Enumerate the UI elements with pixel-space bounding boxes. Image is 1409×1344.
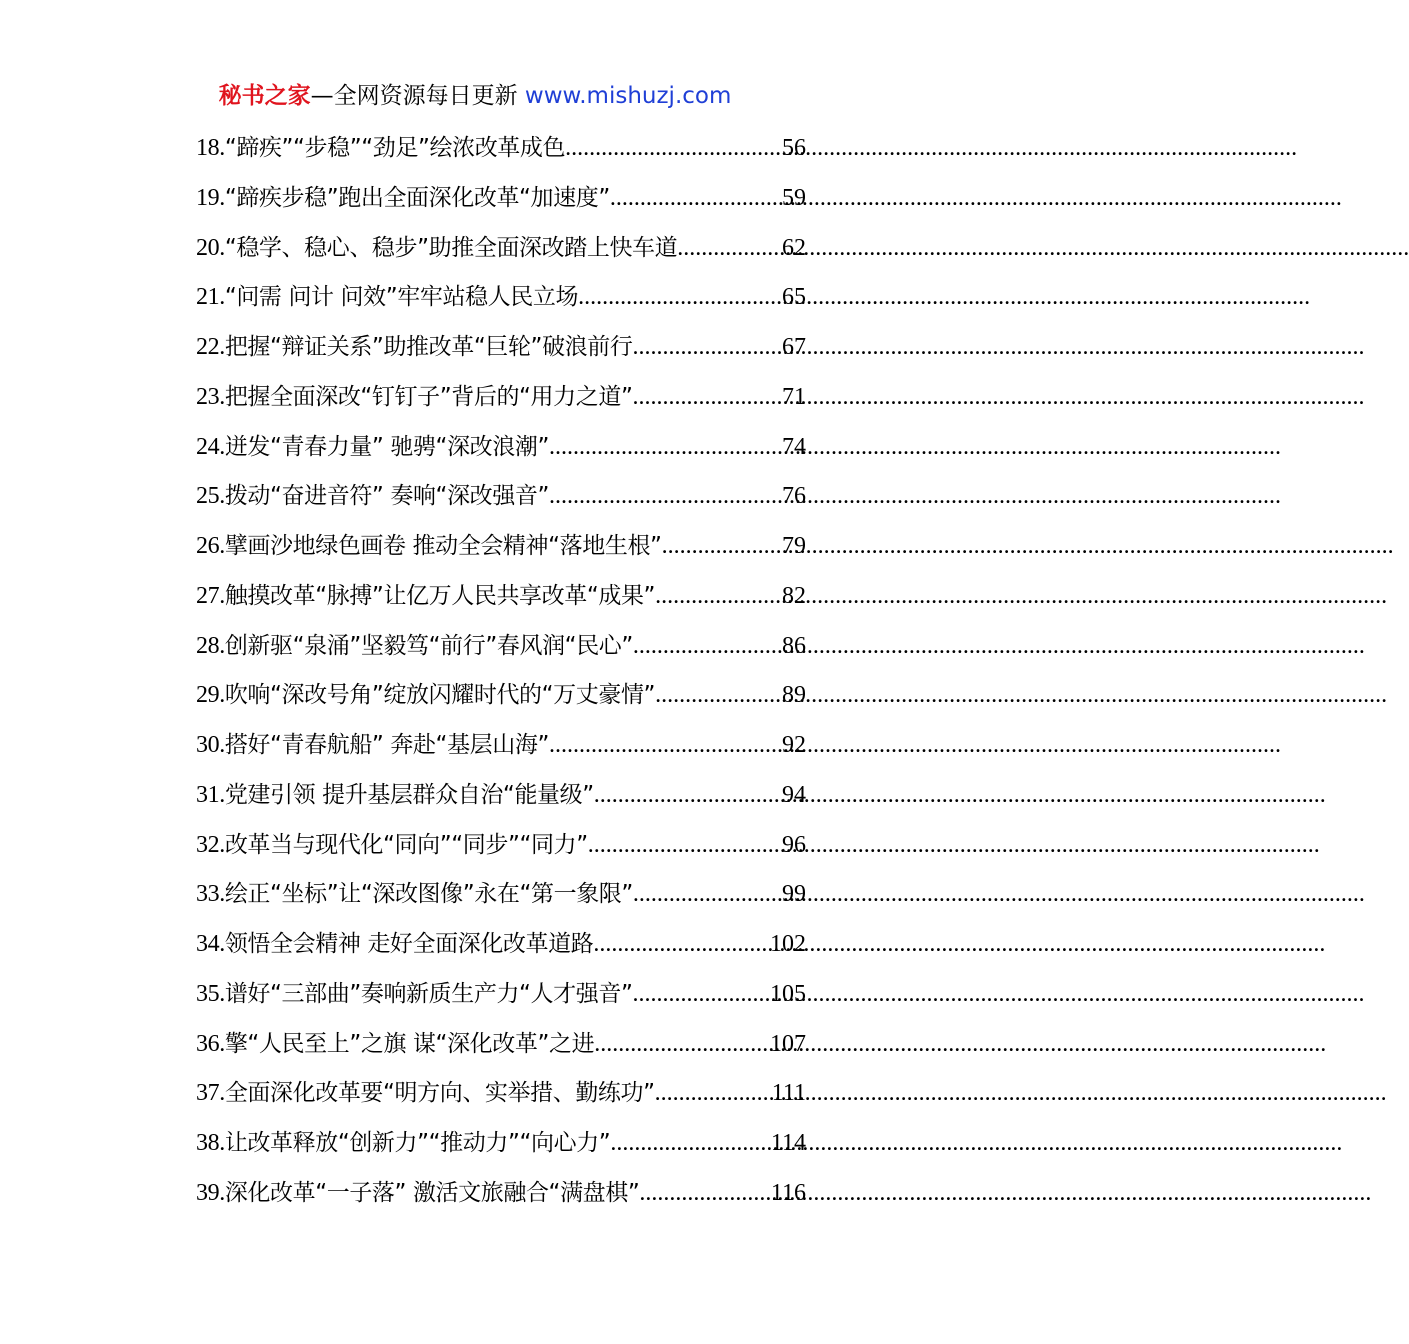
toc-entry-text: 把握“辩证关系”助推改革“巨轮”破浪前行 (224, 334, 633, 360)
toc-entry-page-number: 99 (782, 881, 806, 908)
table-of-contents (196, 124, 806, 1219)
toc-entry-leader-dots (588, 821, 782, 871)
toc-entry-leader-dots (639, 1169, 771, 1219)
toc-entry-title (196, 671, 655, 721)
toc-entry-number: 39. (196, 1179, 225, 1206)
toc-entry-number: 34. (196, 931, 225, 957)
toc-entry-leader-dots (593, 920, 770, 970)
toc-entry-title (196, 373, 632, 423)
toc-entry-number: 19. (196, 184, 225, 211)
toc-entry-leader-dots (549, 423, 782, 473)
toc-entry-text: 创新驱“泉涌”坚毅笃“前行”春风润“民心” (224, 632, 633, 659)
toc-entry[interactable] (196, 771, 806, 821)
toc-entry-text: 擘画沙地绿色画卷 推动全会精神“落地生根” (224, 533, 662, 559)
toc-entry-leader-dots (549, 721, 782, 771)
toc-entry[interactable] (196, 522, 806, 572)
toc-entry-page-number: 94 (782, 781, 806, 808)
toc-entry-page-number: 76 (782, 483, 806, 510)
toc-entry-number: 28. (196, 632, 225, 659)
toc-entry-title (196, 572, 655, 622)
toc-entry-page-number: 105 (770, 980, 806, 1007)
toc-entry-text: “问需 问计 问效”牢牢站稳人民立场 (224, 284, 579, 311)
toc-entry-number: 25. (196, 483, 225, 510)
toc-entry-number: 23. (196, 383, 225, 410)
site-brand: 秘书之家 (218, 83, 311, 109)
toc-entry-leader-dots (610, 174, 782, 224)
toc-entry[interactable] (196, 721, 806, 771)
toc-entry[interactable] (196, 572, 806, 622)
toc-entry-number: 27. (196, 582, 225, 609)
toc-entry-text: “稳学、稳心、稳步”助推全面深改踏上快车道 (224, 234, 678, 261)
toc-entry-leader-dots (655, 1069, 772, 1119)
toc-entry-leader-dots (677, 224, 782, 274)
toc-entry-number: 30. (196, 732, 225, 758)
toc-entry-leader-dots (610, 1119, 771, 1169)
toc-entry-text: 谱好“三部曲”奏响新质生产力“人才强音” (224, 980, 633, 1007)
toc-entry[interactable] (196, 472, 806, 522)
toc-entry[interactable] (196, 1069, 806, 1119)
toc-entry-leader-dots (549, 472, 782, 522)
toc-entry-number: 33. (196, 881, 225, 908)
toc-entry-number: 35. (196, 980, 225, 1007)
toc-entry-title (196, 522, 662, 572)
toc-entry-number: 37. (196, 1080, 225, 1107)
toc-entry-text: “蹄疾步稳”跑出全面深化改革“加速度” (224, 184, 610, 211)
toc-entry-page-number: 62 (782, 234, 806, 261)
toc-entry-number: 32. (196, 831, 225, 858)
toc-entry-title (196, 273, 578, 323)
toc-entry-title (196, 224, 677, 274)
toc-entry-page-number: 96 (782, 831, 806, 858)
toc-entry-page-number: 116 (770, 1179, 806, 1206)
toc-entry-number: 21. (196, 284, 225, 311)
toc-entry-page-number: 114 (770, 1130, 806, 1156)
toc-entry-number: 24. (196, 433, 225, 460)
toc-entry-leader-dots (633, 622, 782, 672)
toc-entry-title (196, 771, 594, 821)
toc-entry-title (196, 920, 593, 970)
toc-entry-leader-dots (578, 273, 782, 323)
toc-entry-number: 26. (196, 533, 225, 559)
toc-entry-text: 吹响“深改号角”绽放闪耀时代的“万丈豪情” (224, 682, 656, 709)
toc-entry[interactable] (196, 920, 806, 970)
toc-entry-title (196, 622, 633, 672)
toc-entry-text: 领悟全会精神 走好全面深化改革道路 (224, 931, 594, 957)
toc-entry-title (196, 174, 610, 224)
toc-entry-leader-dots (655, 572, 782, 622)
toc-entry[interactable] (196, 224, 806, 274)
page-header (0, 80, 950, 112)
toc-entry-text: 党建引领 提升基层群众自治“能量级” (224, 781, 594, 808)
toc-entry-leader-dots (565, 124, 782, 174)
site-slogan: —全网资源每日更新 (310, 83, 518, 109)
toc-entry-leader-dots (594, 1020, 770, 1070)
toc-entry[interactable] (196, 373, 806, 423)
toc-entry-title (196, 721, 549, 771)
toc-entry-text: 触摸改革“脉搏”让亿万人民共享改革“成果” (224, 582, 656, 609)
toc-entry-title (196, 1169, 639, 1219)
toc-entry-title (196, 1020, 594, 1070)
toc-entry-title (196, 323, 632, 373)
toc-entry-text: 拨动“奋进音符” 奏响“深改强音” (224, 483, 549, 510)
toc-entry-text: 把握全面深改“钉钉子”背后的“用力之道” (224, 383, 633, 410)
toc-entry-text: 绘正“坐标”让“深改图像”永在“第一象限” (224, 881, 633, 908)
toc-entry-text: 搭好“青春航船” 奔赴“基层山海” (224, 732, 549, 758)
toc-entry-page-number: 71 (782, 383, 806, 410)
toc-entry[interactable] (196, 671, 806, 721)
site-url-link[interactable]: www.mishuzj.com (524, 83, 732, 109)
toc-entry-page-number: 59 (782, 184, 806, 211)
toc-entry-text: 全面深化改革要“明方向、实举措、勤练功” (224, 1080, 655, 1107)
toc-entry-title (196, 821, 588, 871)
toc-entry-text: “蹄疾”“步稳”“劲足”绘浓改革成色 (224, 135, 566, 161)
toc-entry-text: 深化改革“一子落” 激活文旅融合“满盘棋” (224, 1179, 640, 1206)
toc-entry-number: 36. (196, 1030, 225, 1057)
toc-entry-number: 29. (196, 682, 225, 709)
toc-entry-text: 擎“人民至上”之旗 谋“深化改革”之进 (224, 1030, 595, 1057)
toc-entry-page-number: 82 (782, 582, 806, 609)
toc-entry[interactable] (196, 323, 806, 373)
toc-entry[interactable] (196, 174, 806, 224)
toc-entry-title (196, 472, 549, 522)
toc-entry-leader-dots (632, 373, 782, 423)
toc-entry-page-number: 67 (782, 334, 806, 360)
toc-entry-number: 38. (196, 1130, 225, 1156)
toc-entry[interactable] (196, 870, 806, 920)
toc-entry-title (196, 870, 633, 920)
toc-entry-number: 22. (196, 334, 225, 360)
toc-entry[interactable] (196, 1119, 806, 1169)
toc-entry-page-number: 79 (782, 533, 806, 559)
toc-entry-page-number: 56 (782, 135, 806, 161)
toc-entry-page-number: 111 (771, 1080, 806, 1107)
toc-entry[interactable] (196, 423, 806, 473)
toc-entry-leader-dots (662, 522, 782, 572)
toc-entry-page-number: 92 (782, 732, 806, 758)
toc-entry-number: 20. (196, 234, 225, 261)
toc-entry-title (196, 1069, 655, 1119)
toc-entry-text: 改革当与现代化“同向”“同步”“同力” (224, 831, 588, 858)
toc-entry-leader-dots (632, 970, 770, 1020)
toc-entry[interactable] (196, 1020, 806, 1070)
toc-entry-page-number: 86 (782, 632, 806, 659)
toc-entry-text: 让改革释放“创新力”“推动力”“向心力” (224, 1130, 611, 1156)
toc-entry[interactable] (196, 1169, 806, 1219)
toc-entry-number: 31. (196, 781, 225, 808)
toc-entry[interactable] (196, 970, 806, 1020)
toc-entry[interactable] (196, 273, 806, 323)
toc-entry-number: 18. (196, 135, 225, 161)
toc-entry-title (196, 124, 565, 174)
toc-entry-leader-dots (633, 870, 782, 920)
toc-entry-page-number: 107 (770, 1030, 806, 1057)
toc-entry-leader-dots (632, 323, 782, 373)
toc-entry-page-number: 74 (782, 433, 806, 460)
toc-entry[interactable] (196, 124, 806, 174)
toc-entry-title (196, 1119, 610, 1169)
toc-entry-page-number: 102 (770, 931, 806, 957)
toc-entry[interactable] (196, 622, 806, 672)
toc-entry-leader-dots (594, 771, 782, 821)
toc-entry-title (196, 423, 549, 473)
toc-entry-text: 迸发“青春力量” 驰骋“深改浪潮” (224, 433, 549, 460)
toc-entry[interactable] (196, 821, 806, 871)
toc-entry-page-number: 65 (782, 284, 806, 311)
toc-entry-page-number: 89 (782, 682, 806, 709)
toc-entry-leader-dots (655, 671, 782, 721)
toc-entry-title (196, 970, 632, 1020)
